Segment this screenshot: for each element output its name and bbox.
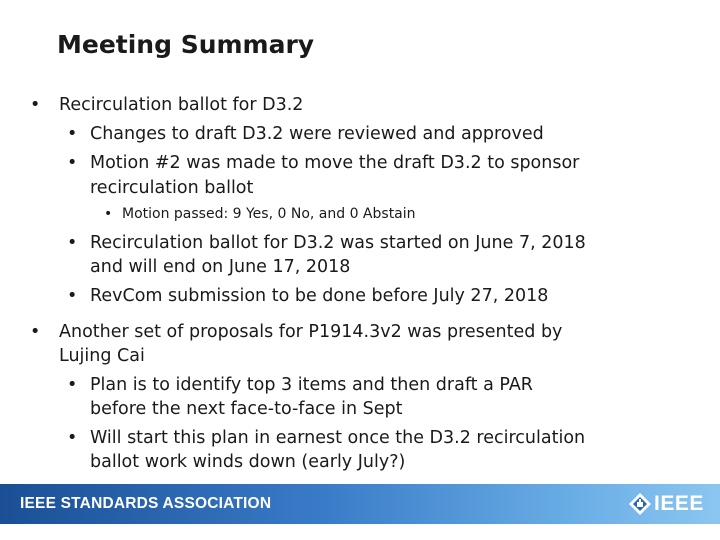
bullet-text: Motion passed: 9 Yes, 0 No, and 0 Abstain	[122, 206, 416, 222]
ieee-logo	[628, 492, 710, 516]
bullet-marker: •	[67, 286, 78, 306]
bullet-marker: •	[67, 428, 78, 448]
footer-bar	[0, 484, 720, 524]
bullet-text: Recirculation ballot for D3.2 was started on June 7, 2018	[90, 233, 586, 253]
bullet-marker: •	[67, 375, 78, 395]
bullet-text: Will start this plan in earnest once the D3.2 recirculation	[90, 428, 586, 448]
bullet-marker: •	[104, 206, 113, 222]
bullet-text: RevCom submission to be done before July 27, 2018	[90, 286, 549, 306]
ieee-logo-text: IEEE	[654, 492, 704, 515]
bullet-text-continued: recirculation ballot	[90, 178, 254, 198]
bullet-text: Changes to draft D3.2 were reviewed and approved	[90, 124, 544, 144]
bullet-marker: •	[30, 322, 41, 342]
bullet-marker: •	[67, 233, 78, 253]
bullet-marker: •	[67, 153, 78, 173]
bullet-marker: •	[67, 124, 78, 144]
bullet-text: Recirculation ballot for D3.2	[59, 95, 304, 115]
slide-title: Meeting Summary	[57, 30, 315, 59]
organization-name: IEEE STANDARDS ASSOCIATION	[20, 495, 272, 512]
bullet-text-continued: ballot work winds down (early July?)	[90, 452, 406, 472]
bullet-marker: •	[30, 95, 41, 115]
bullet-text-continued: before the next face-to-face in Sept	[90, 399, 403, 419]
ieee-diamond-icon	[628, 492, 652, 516]
bullet-text-continued: and will end on June 17, 2018	[90, 257, 351, 277]
bullet-text: Plan is to identify top 3 items and then draft a PAR	[90, 375, 533, 395]
bullet-text: Motion #2 was made to move the draft D3.2 to sponsor	[90, 153, 580, 173]
bullet-text-continued: Lujing Cai	[59, 346, 145, 366]
bullet-text: Another set of proposals for P1914.3v2 was presented by	[59, 322, 563, 342]
